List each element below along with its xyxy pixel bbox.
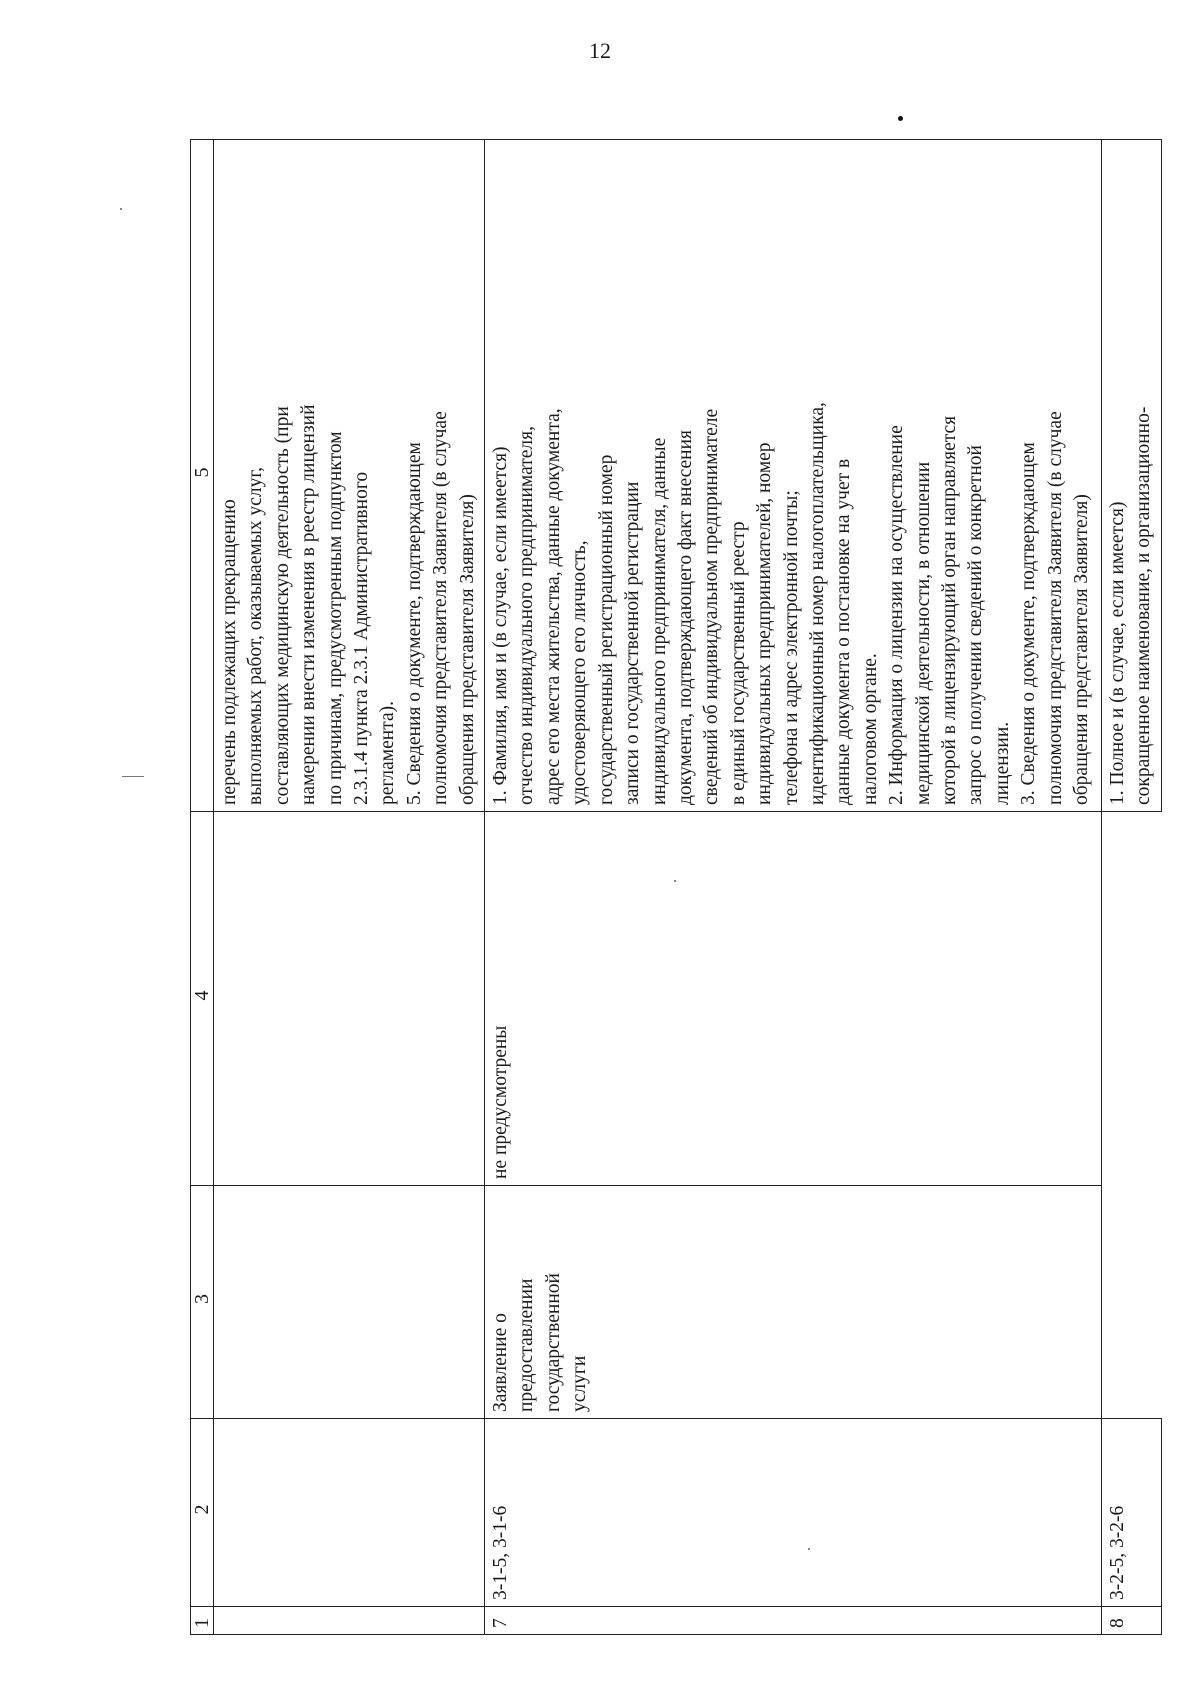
text-line: налоговом органе. (859, 653, 881, 805)
text-line: обращения представителя Заявителя) (456, 494, 478, 805)
text-line: отчество индивидуального предпринимателя, (516, 425, 538, 805)
table-cell-content (1102, 140, 1162, 812)
text-line: выполняемых работ, оказываемых услуг, (245, 467, 267, 805)
text-line: 3. Сведения о документе, подтверждающем (1018, 442, 1040, 805)
text-line: сведений об индивидуальном предпринимателе (701, 408, 723, 805)
text-line: 1. Полное и (в случае, если имеется) (1107, 501, 1129, 805)
text-line: государственной (542, 1273, 564, 1412)
text-line: записи о государственной регистрации (622, 481, 644, 805)
margin-tick (122, 776, 144, 777)
text-line: услуги (569, 1355, 591, 1412)
table-cell (214, 1607, 485, 1635)
table-header-row (191, 140, 214, 1635)
scan-speck (120, 208, 122, 210)
text-line: регламента). (377, 700, 399, 805)
text-line: 1. Фамилия, имя и (в случае, если имеется) (490, 446, 512, 805)
table-cell (1102, 1186, 1162, 1419)
services-table (190, 139, 1162, 1635)
table-row-7 (485, 140, 1102, 1635)
row-requirements: не предусмотрены (485, 812, 1102, 1186)
text-line: Заявление о (490, 1313, 512, 1412)
header-cell: 3 (191, 1186, 214, 1419)
scan-speck (898, 116, 903, 121)
text-line: сокращенное наименование, и организационно- (1133, 406, 1155, 805)
rotated-table-wrapper (190, 140, 1200, 1635)
text-line: идентификационный номер налогоплательщика, (806, 402, 828, 805)
text-line: составляющих медицинскую деятельность (при (271, 406, 293, 805)
table-cell-content (214, 140, 485, 812)
text-line: намерении внести изменения в реестр лицензий (298, 404, 320, 805)
text-line: документа, подтверждающего факт внесения (674, 429, 696, 805)
text-line: данные документа о постановке на учет в (833, 458, 855, 805)
header-cell: 5 (191, 140, 214, 812)
text-line: полномочия представителя Заявителя (в случае (430, 411, 452, 805)
text-line: полномочия представителя Заявителя (в случае (1044, 411, 1066, 805)
text-line: по причинам, предусмотренным подпунктом (324, 431, 346, 805)
text-line: адрес его места жительства, данные документа, (542, 408, 564, 805)
table-row-continuation (214, 140, 485, 1635)
table-cell (214, 812, 485, 1186)
header-cell: 1 (191, 1607, 214, 1635)
text-line: 2.3.1.4 пункта 2.3.1 Административного (351, 471, 373, 805)
header-cell: 2 (191, 1419, 214, 1607)
text-line: запрос о получении сведений о конкретной (965, 445, 987, 805)
text-line: государственный регистрационный номер (595, 454, 617, 805)
table-cell (214, 1419, 485, 1607)
text-line: индивидуального предпринимателя, данные (648, 437, 670, 805)
text-line: 2. Информация о лицензии на осуществление (886, 425, 908, 805)
row-document (485, 1186, 1102, 1419)
page-number: 12 (589, 38, 611, 63)
text-line: которой в лицензирующий орган направляется (938, 415, 960, 805)
row-number: 8 (1102, 1607, 1162, 1635)
text-line: индивидуальных предпринимателей, номер (754, 442, 776, 805)
text-line: предоставлении (516, 1278, 538, 1412)
text-line: медицинской деятельности, в отношении (912, 461, 934, 805)
text-line: в единый государственный реестр (727, 521, 749, 805)
text-line: телефона и адрес электронной почты; (780, 490, 802, 805)
table-cell-content (485, 140, 1102, 812)
row-codes: 3-1-5, 3-1-6 (485, 1419, 1102, 1607)
table-cell (214, 1186, 485, 1419)
text-line: лицензии. (991, 721, 1013, 805)
header-cell: 4 (191, 812, 214, 1186)
table-row-8 (1102, 140, 1162, 1635)
row-number: 7 (485, 1607, 1102, 1635)
text-line: обращения представителя Заявителя) (1071, 494, 1092, 805)
row-codes: 3-2-5, 3-2-6 (1102, 1419, 1162, 1607)
text-line: перечень подлежащих прекращению (219, 499, 240, 805)
text-line: удостоверяющего его личность, (569, 540, 591, 805)
table-cell (1102, 812, 1162, 1186)
text-line: 5. Сведения о документе, подтверждающем (403, 442, 425, 805)
